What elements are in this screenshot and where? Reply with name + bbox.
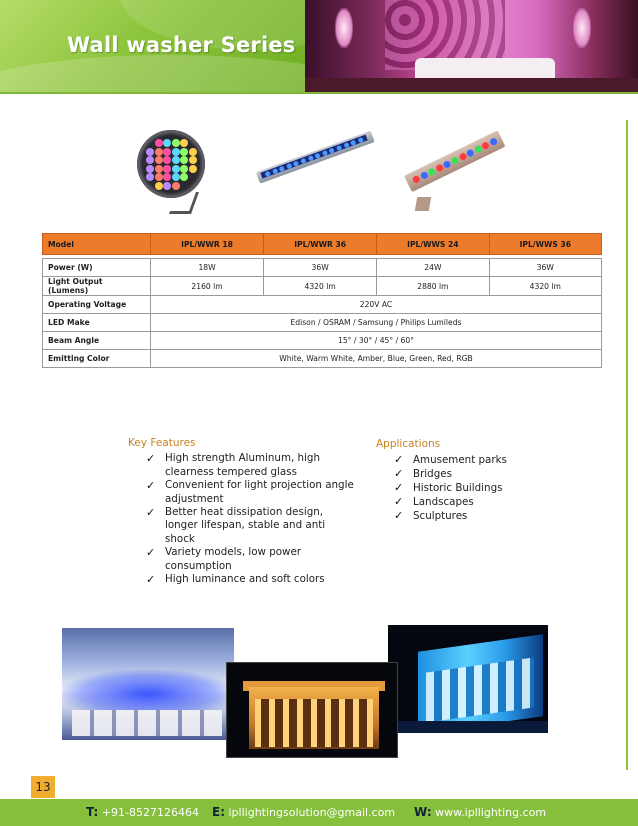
checkmark-icon: ✓ — [146, 573, 156, 587]
led-dot — [466, 148, 475, 157]
model-cell: IPL/WWS 24 — [377, 234, 489, 255]
specification-table — [42, 233, 602, 368]
page-border-line — [626, 120, 628, 770]
photo-floor — [305, 78, 638, 92]
led-dot — [163, 139, 171, 147]
list-item-text: High luminance and soft colors — [165, 573, 325, 586]
list-item — [146, 506, 358, 546]
row-label: Model — [43, 234, 151, 255]
led-dot — [155, 165, 163, 173]
row-label: Light Output (Lumens) — [43, 277, 151, 296]
list-item-text: Bridges — [413, 468, 452, 480]
table-cell: 2880 lm — [377, 277, 489, 296]
application-list — [376, 453, 576, 523]
list-item — [394, 467, 576, 481]
table-cell: 24W — [377, 259, 489, 277]
led-dot — [172, 165, 180, 173]
led-dot — [146, 148, 154, 156]
key-features-section — [128, 437, 358, 586]
checkmark-icon: ✓ — [146, 546, 156, 560]
header-interior-photo — [305, 0, 638, 92]
header-swoosh-decoration — [0, 55, 305, 92]
led-dot — [172, 156, 180, 164]
led-dot — [155, 173, 163, 181]
linear-wall-washer-blue-image — [258, 150, 378, 210]
list-item-text: Historic Buildings — [413, 482, 503, 494]
led-dot — [180, 139, 188, 147]
table-row-model — [43, 234, 602, 255]
led-dot — [155, 182, 163, 190]
fixture-housing — [256, 131, 375, 184]
table-cell: Edison / OSRAM / Samsung / Philips Lumileds — [151, 314, 602, 332]
led-dot — [163, 173, 171, 181]
list-item-text: High strength Aluminum, high clearness tempered glass — [165, 452, 320, 478]
checkmark-icon: ✓ — [394, 453, 404, 466]
phone-number[interactable]: +91-8527126464 — [101, 806, 199, 819]
table-cell: 4320 lm — [489, 277, 601, 296]
table-cell: 15° / 30° / 45° / 60° — [151, 332, 602, 350]
model-cell: IPL/WWR 18 — [151, 234, 264, 255]
led-dot — [163, 148, 171, 156]
led-dot — [155, 156, 163, 164]
table-row-beam-angle — [43, 332, 602, 350]
row-label: LED Make — [43, 314, 151, 332]
table-cell: 18W — [151, 259, 264, 277]
led-dot — [146, 165, 154, 173]
led-dot — [189, 156, 197, 164]
photo-lamp — [573, 8, 591, 48]
led-dot — [146, 156, 154, 164]
led-dot — [163, 182, 171, 190]
contact-footer — [0, 799, 638, 826]
led-dot — [163, 165, 171, 173]
table-row-emitting-color — [43, 350, 602, 368]
row-label: Beam Angle — [43, 332, 151, 350]
led-dot — [155, 139, 163, 147]
led-dot — [172, 182, 180, 190]
table-cell: 36W — [264, 259, 377, 277]
led-dot — [180, 148, 188, 156]
led-dot — [450, 156, 459, 165]
row-label: Power (W) — [43, 259, 151, 277]
checkmark-icon: ✓ — [394, 481, 404, 494]
list-item-text: Amusement parks — [413, 454, 507, 466]
linear-wall-washer-rgb-image — [408, 145, 508, 220]
checkmark-icon: ✓ — [146, 506, 156, 520]
banquet-tables — [72, 710, 222, 736]
list-item — [146, 479, 358, 506]
led-dot — [172, 173, 180, 181]
led-dot — [180, 156, 188, 164]
list-item — [146, 546, 358, 573]
list-item — [394, 481, 576, 495]
list-item — [394, 495, 576, 509]
table-cell: 4320 lm — [264, 277, 377, 296]
list-item — [394, 453, 576, 467]
warm-lit-building-photo — [226, 662, 398, 758]
page-title: Wall washer Series — [67, 33, 296, 57]
row-label: Emitting Color — [43, 350, 151, 368]
led-dot — [427, 167, 436, 176]
led-dot — [172, 139, 180, 147]
led-dot — [163, 156, 171, 164]
led-dot — [180, 165, 188, 173]
page-number: 13 — [31, 776, 55, 798]
led-dot — [489, 137, 498, 146]
led-dot — [180, 173, 188, 181]
table-cell: 36W — [489, 259, 601, 277]
building-columns — [255, 699, 373, 747]
email-key: E: — [212, 805, 225, 819]
model-cell: IPL/WWS 36 — [489, 234, 601, 255]
header-divider — [0, 92, 638, 94]
checkmark-icon: ✓ — [394, 509, 404, 522]
round-wall-washer-image — [135, 130, 210, 218]
table-cell: 220V AC — [151, 296, 602, 314]
mounting-bracket — [415, 197, 431, 211]
led-dot — [412, 175, 421, 184]
phone-key: T: — [86, 805, 99, 819]
checkmark-icon: ✓ — [394, 495, 404, 508]
section-title: Key Features — [128, 437, 196, 449]
footer-phone — [86, 805, 199, 819]
list-item-text: Variety models, low power consumption — [165, 546, 302, 572]
blue-wash-glow — [62, 670, 234, 710]
blue-lit-building-photo — [388, 625, 548, 733]
checkmark-icon: ✓ — [146, 452, 156, 466]
footer-website — [414, 805, 546, 819]
model-cell: IPL/WWR 36 — [264, 234, 377, 255]
row-label: Operating Voltage — [43, 296, 151, 314]
list-item-text: Better heat dissipation design, longer lifespan, stable and anti shock — [165, 506, 326, 545]
table-row-led-make — [43, 314, 602, 332]
led-dot — [172, 148, 180, 156]
fixture-housing — [404, 130, 505, 192]
list-item-text: Convenient for light projection angle adjustment — [165, 479, 354, 505]
web-key: W: — [414, 805, 432, 819]
led-dot — [146, 173, 154, 181]
led-dot — [155, 148, 163, 156]
table-cell: 2160 lm — [151, 277, 264, 296]
list-item — [146, 573, 358, 586]
list-item — [394, 509, 576, 523]
section-title: Applications — [376, 438, 441, 450]
banquet-hall-photo — [62, 628, 234, 740]
photo-lamp — [335, 8, 353, 48]
checkmark-icon: ✓ — [146, 479, 156, 493]
table-row-voltage — [43, 296, 602, 314]
website-url[interactable]: www.ipllighting.com — [435, 806, 547, 819]
feature-list — [128, 452, 358, 586]
checkmark-icon: ✓ — [394, 467, 404, 480]
photo-ground — [388, 721, 548, 733]
list-item-text: Landscapes — [413, 496, 474, 508]
list-item — [146, 452, 358, 479]
led-dot — [189, 165, 197, 173]
table-cell: White, Warm White, Amber, Blue, Green, Red, RGB — [151, 350, 602, 368]
table-row-power — [43, 259, 602, 277]
led-array — [142, 135, 200, 193]
table-row-lumens — [43, 277, 602, 296]
footer-email — [212, 805, 395, 819]
email-address[interactable]: ipllightingsolution@gmail.com — [228, 806, 396, 819]
list-item-text: Sculptures — [413, 510, 468, 522]
led-dot — [189, 148, 197, 156]
applications-section — [376, 437, 576, 523]
